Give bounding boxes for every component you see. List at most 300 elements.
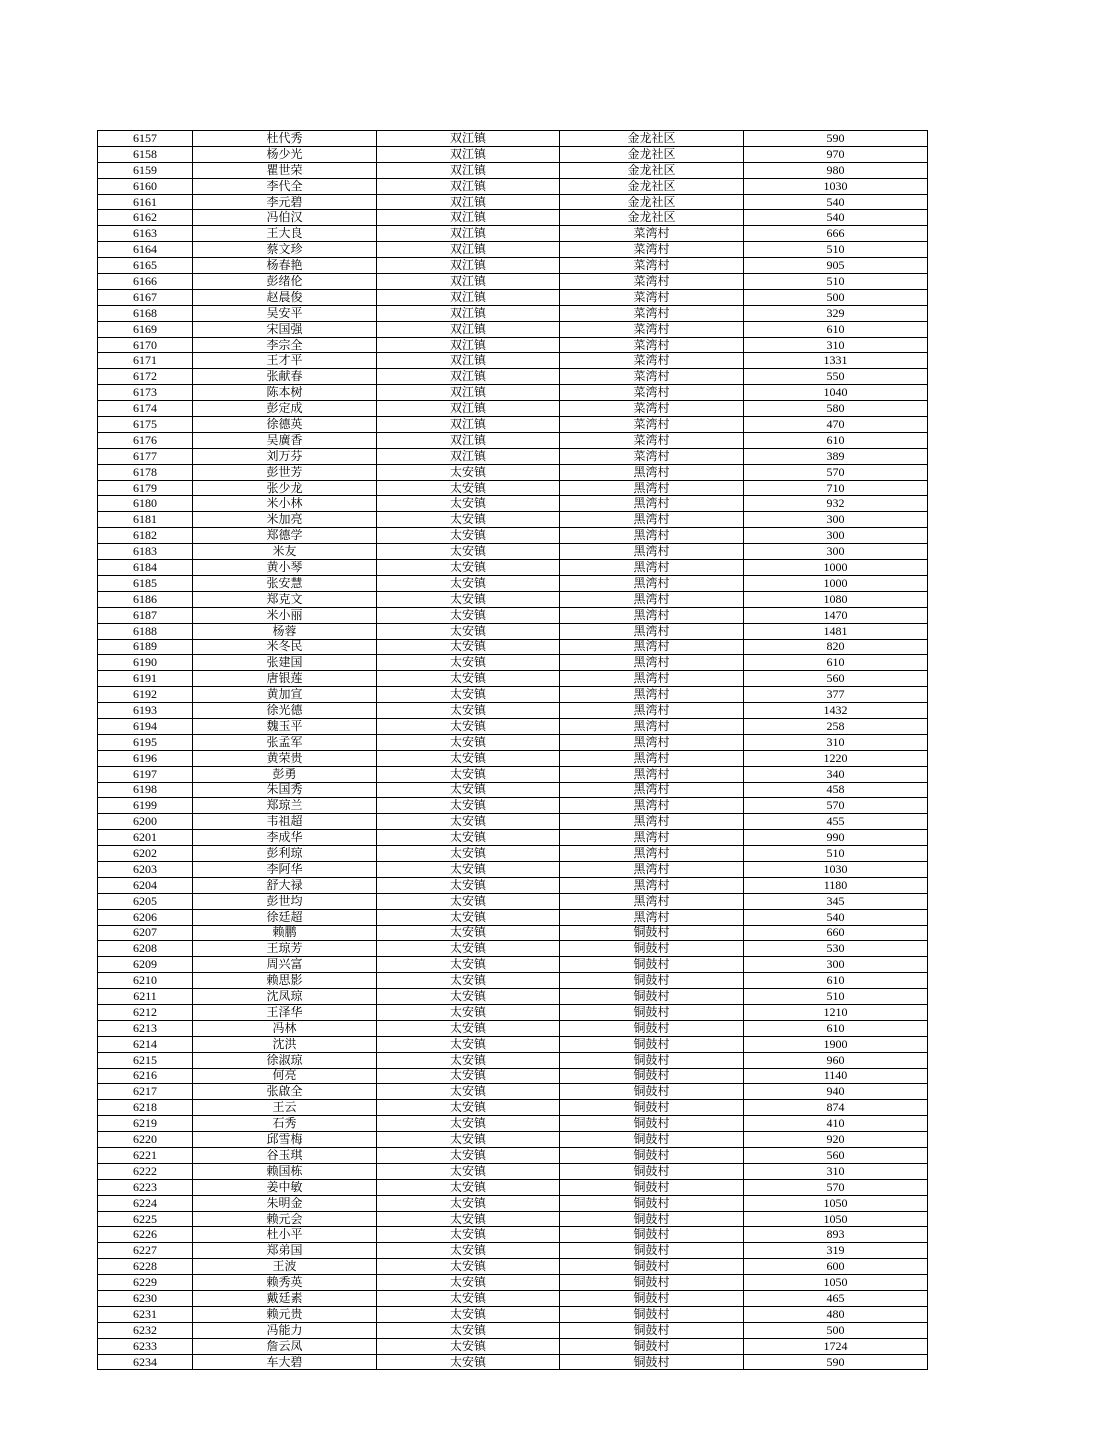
- name-cell: 徐光德: [193, 703, 377, 719]
- town-cell: 太安镇: [377, 814, 560, 830]
- name-cell: 郑克文: [193, 591, 377, 607]
- table-row: [98, 718, 928, 734]
- village-cell: 黑湾村: [560, 687, 744, 703]
- amount-cell: 940: [744, 1084, 928, 1100]
- town-cell: 双江镇: [377, 146, 560, 162]
- village-cell: 金龙社区: [560, 146, 744, 162]
- town-cell: 太安镇: [377, 1179, 560, 1195]
- amount-cell: 1724: [744, 1338, 928, 1354]
- table-row: [98, 893, 928, 909]
- name-cell: 沈洪: [193, 1036, 377, 1052]
- town-cell: 双江镇: [377, 305, 560, 321]
- table-row: [98, 1179, 928, 1195]
- amount-cell: 510: [744, 846, 928, 862]
- table-row: [98, 162, 928, 178]
- row-number-cell: 6165: [98, 258, 193, 274]
- town-cell: 双江镇: [377, 210, 560, 226]
- town-cell: 太安镇: [377, 846, 560, 862]
- village-cell: 黑湾村: [560, 575, 744, 591]
- row-number-cell: 6209: [98, 957, 193, 973]
- row-number-cell: 6169: [98, 321, 193, 337]
- table-row: [98, 957, 928, 973]
- name-cell: 赖秀英: [193, 1275, 377, 1291]
- village-cell: 铜鼓村: [560, 1227, 744, 1243]
- amount-cell: 310: [744, 734, 928, 750]
- row-number-cell: 6217: [98, 1084, 193, 1100]
- amount-cell: 600: [744, 1259, 928, 1275]
- town-cell: 双江镇: [377, 448, 560, 464]
- amount-cell: 660: [744, 925, 928, 941]
- village-cell: 铜鼓村: [560, 1275, 744, 1291]
- amount-cell: 310: [744, 337, 928, 353]
- town-cell: 太安镇: [377, 718, 560, 734]
- row-number-cell: 6176: [98, 432, 193, 448]
- village-cell: 黑湾村: [560, 544, 744, 560]
- amount-cell: 540: [744, 909, 928, 925]
- village-cell: 黑湾村: [560, 750, 744, 766]
- table-row: [98, 814, 928, 830]
- amount-cell: 932: [744, 496, 928, 512]
- village-cell: 黑湾村: [560, 861, 744, 877]
- name-cell: 张啟全: [193, 1084, 377, 1100]
- row-number-cell: 6192: [98, 687, 193, 703]
- town-cell: 太安镇: [377, 1275, 560, 1291]
- table-row: [98, 1259, 928, 1275]
- table-row: [98, 782, 928, 798]
- data-table: [97, 130, 928, 1370]
- name-cell: 徐廷超: [193, 909, 377, 925]
- village-cell: 铜鼓村: [560, 1163, 744, 1179]
- row-number-cell: 6180: [98, 496, 193, 512]
- table-row: [98, 1148, 928, 1164]
- name-cell: 杜代秀: [193, 131, 377, 147]
- name-cell: 赖元贵: [193, 1306, 377, 1322]
- table-row: [98, 846, 928, 862]
- village-cell: 黑湾村: [560, 591, 744, 607]
- name-cell: 宋国强: [193, 321, 377, 337]
- name-cell: 张献春: [193, 369, 377, 385]
- name-cell: 彭世均: [193, 893, 377, 909]
- table-row: [98, 1291, 928, 1307]
- amount-cell: 550: [744, 369, 928, 385]
- town-cell: 双江镇: [377, 226, 560, 242]
- amount-cell: 1210: [744, 1004, 928, 1020]
- name-cell: 戴廷素: [193, 1291, 377, 1307]
- amount-cell: 1030: [744, 861, 928, 877]
- row-number-cell: 6163: [98, 226, 193, 242]
- row-number-cell: 6215: [98, 1052, 193, 1068]
- village-cell: 黑湾村: [560, 607, 744, 623]
- village-cell: 铜鼓村: [560, 1322, 744, 1338]
- village-cell: 铜鼓村: [560, 1052, 744, 1068]
- village-cell: 黑湾村: [560, 623, 744, 639]
- town-cell: 太安镇: [377, 544, 560, 560]
- name-cell: 朱国秀: [193, 782, 377, 798]
- town-cell: 太安镇: [377, 480, 560, 496]
- table-row: [98, 274, 928, 290]
- town-cell: 双江镇: [377, 417, 560, 433]
- village-cell: 铜鼓村: [560, 1306, 744, 1322]
- town-cell: 太安镇: [377, 1259, 560, 1275]
- row-number-cell: 6202: [98, 846, 193, 862]
- row-number-cell: 6174: [98, 401, 193, 417]
- village-cell: 菜湾村: [560, 353, 744, 369]
- table-row: [98, 1243, 928, 1259]
- name-cell: 米友: [193, 544, 377, 560]
- amount-cell: 329: [744, 305, 928, 321]
- amount-cell: 319: [744, 1243, 928, 1259]
- amount-cell: 570: [744, 1179, 928, 1195]
- row-number-cell: 6225: [98, 1211, 193, 1227]
- village-cell: 金龙社区: [560, 178, 744, 194]
- town-cell: 太安镇: [377, 1068, 560, 1084]
- table-row: [98, 560, 928, 576]
- town-cell: 太安镇: [377, 528, 560, 544]
- name-cell: 彭世芳: [193, 464, 377, 480]
- table-row: [98, 305, 928, 321]
- row-number-cell: 6189: [98, 639, 193, 655]
- table-row: [98, 401, 928, 417]
- name-cell: 赖鹏: [193, 925, 377, 941]
- name-cell: 谷玉琪: [193, 1148, 377, 1164]
- name-cell: 魏玉平: [193, 718, 377, 734]
- name-cell: 徐淑琼: [193, 1052, 377, 1068]
- amount-cell: 465: [744, 1291, 928, 1307]
- village-cell: 铜鼓村: [560, 1116, 744, 1132]
- table-row: [98, 146, 928, 162]
- village-cell: 黑湾村: [560, 464, 744, 480]
- table-row: [98, 353, 928, 369]
- row-number-cell: 6185: [98, 575, 193, 591]
- table-row: [98, 941, 928, 957]
- row-number-cell: 6196: [98, 750, 193, 766]
- row-number-cell: 6216: [98, 1068, 193, 1084]
- table-row: [98, 703, 928, 719]
- amount-cell: 340: [744, 766, 928, 782]
- name-cell: 唐银莲: [193, 671, 377, 687]
- table-row: [98, 337, 928, 353]
- town-cell: 双江镇: [377, 432, 560, 448]
- town-cell: 太安镇: [377, 1004, 560, 1020]
- town-cell: 太安镇: [377, 782, 560, 798]
- amount-cell: 470: [744, 417, 928, 433]
- amount-cell: 300: [744, 528, 928, 544]
- table-row: [98, 1338, 928, 1354]
- row-number-cell: 6172: [98, 369, 193, 385]
- village-cell: 铜鼓村: [560, 989, 744, 1005]
- row-number-cell: 6221: [98, 1148, 193, 1164]
- row-number-cell: 6173: [98, 385, 193, 401]
- amount-cell: 500: [744, 289, 928, 305]
- village-cell: 黑湾村: [560, 496, 744, 512]
- town-cell: 太安镇: [377, 591, 560, 607]
- row-number-cell: 6233: [98, 1338, 193, 1354]
- row-number-cell: 6161: [98, 194, 193, 210]
- table-row: [98, 1100, 928, 1116]
- table-row: [98, 1211, 928, 1227]
- name-cell: 张安慧: [193, 575, 377, 591]
- village-cell: 金龙社区: [560, 162, 744, 178]
- town-cell: 太安镇: [377, 1211, 560, 1227]
- town-cell: 太安镇: [377, 893, 560, 909]
- row-number-cell: 6198: [98, 782, 193, 798]
- amount-cell: 980: [744, 162, 928, 178]
- village-cell: 菜湾村: [560, 242, 744, 258]
- village-cell: 铜鼓村: [560, 1291, 744, 1307]
- village-cell: 铜鼓村: [560, 1211, 744, 1227]
- town-cell: 双江镇: [377, 194, 560, 210]
- amount-cell: 905: [744, 258, 928, 274]
- amount-cell: 570: [744, 798, 928, 814]
- amount-cell: 1050: [744, 1211, 928, 1227]
- name-cell: 王才平: [193, 353, 377, 369]
- name-cell: 瞿世荣: [193, 162, 377, 178]
- row-number-cell: 6218: [98, 1100, 193, 1116]
- name-cell: 赖元会: [193, 1211, 377, 1227]
- village-cell: 菜湾村: [560, 369, 744, 385]
- village-cell: 黑湾村: [560, 639, 744, 655]
- row-number-cell: 6207: [98, 925, 193, 941]
- village-cell: 铜鼓村: [560, 1084, 744, 1100]
- name-cell: 徐德英: [193, 417, 377, 433]
- table-row: [98, 448, 928, 464]
- village-cell: 黑湾村: [560, 909, 744, 925]
- amount-cell: 610: [744, 655, 928, 671]
- name-cell: 米小林: [193, 496, 377, 512]
- amount-cell: 510: [744, 989, 928, 1005]
- amount-cell: 560: [744, 671, 928, 687]
- town-cell: 太安镇: [377, 1036, 560, 1052]
- village-cell: 黑湾村: [560, 480, 744, 496]
- name-cell: 赵晨俊: [193, 289, 377, 305]
- table-row: [98, 925, 928, 941]
- village-cell: 菜湾村: [560, 448, 744, 464]
- row-number-cell: 6223: [98, 1179, 193, 1195]
- village-cell: 黑湾村: [560, 782, 744, 798]
- name-cell: 杨蓉: [193, 623, 377, 639]
- town-cell: 太安镇: [377, 1291, 560, 1307]
- row-number-cell: 6204: [98, 877, 193, 893]
- town-cell: 太安镇: [377, 973, 560, 989]
- table-row: [98, 385, 928, 401]
- village-cell: 铜鼓村: [560, 973, 744, 989]
- town-cell: 太安镇: [377, 1100, 560, 1116]
- table-row: [98, 877, 928, 893]
- table-row: [98, 1163, 928, 1179]
- village-cell: 菜湾村: [560, 401, 744, 417]
- row-number-cell: 6205: [98, 893, 193, 909]
- village-cell: 金龙社区: [560, 194, 744, 210]
- town-cell: 太安镇: [377, 496, 560, 512]
- row-number-cell: 6182: [98, 528, 193, 544]
- town-cell: 太安镇: [377, 1354, 560, 1370]
- row-number-cell: 6157: [98, 131, 193, 147]
- town-cell: 太安镇: [377, 734, 560, 750]
- row-number-cell: 6230: [98, 1291, 193, 1307]
- town-cell: 太安镇: [377, 1195, 560, 1211]
- village-cell: 铜鼓村: [560, 1004, 744, 1020]
- name-cell: 沈凤琼: [193, 989, 377, 1005]
- village-cell: 菜湾村: [560, 417, 744, 433]
- table-row: [98, 528, 928, 544]
- village-cell: 菜湾村: [560, 305, 744, 321]
- town-cell: 太安镇: [377, 1306, 560, 1322]
- town-cell: 双江镇: [377, 274, 560, 290]
- town-cell: 太安镇: [377, 560, 560, 576]
- town-cell: 双江镇: [377, 289, 560, 305]
- amount-cell: 540: [744, 210, 928, 226]
- village-cell: 铜鼓村: [560, 1259, 744, 1275]
- row-number-cell: 6184: [98, 560, 193, 576]
- table-row: [98, 496, 928, 512]
- village-cell: 铜鼓村: [560, 1132, 744, 1148]
- amount-cell: 590: [744, 1354, 928, 1370]
- amount-cell: 300: [744, 957, 928, 973]
- village-cell: 菜湾村: [560, 385, 744, 401]
- name-cell: 彭勇: [193, 766, 377, 782]
- row-number-cell: 6190: [98, 655, 193, 671]
- row-number-cell: 6201: [98, 830, 193, 846]
- village-cell: 菜湾村: [560, 226, 744, 242]
- town-cell: 太安镇: [377, 639, 560, 655]
- town-cell: 太安镇: [377, 512, 560, 528]
- name-cell: 冯能力: [193, 1322, 377, 1338]
- table-row: [98, 575, 928, 591]
- name-cell: 韦祖超: [193, 814, 377, 830]
- town-cell: 双江镇: [377, 178, 560, 194]
- amount-cell: 610: [744, 321, 928, 337]
- name-cell: 李元碧: [193, 194, 377, 210]
- name-cell: 郑琼兰: [193, 798, 377, 814]
- village-cell: 黑湾村: [560, 893, 744, 909]
- name-cell: 詹云凤: [193, 1338, 377, 1354]
- name-cell: 周兴富: [193, 957, 377, 973]
- village-cell: 铜鼓村: [560, 1195, 744, 1211]
- name-cell: 李代全: [193, 178, 377, 194]
- amount-cell: 1050: [744, 1275, 928, 1291]
- amount-cell: 1900: [744, 1036, 928, 1052]
- town-cell: 太安镇: [377, 687, 560, 703]
- table-row: [98, 1084, 928, 1100]
- amount-cell: 570: [744, 464, 928, 480]
- amount-cell: 510: [744, 274, 928, 290]
- name-cell: 王大良: [193, 226, 377, 242]
- village-cell: 黑湾村: [560, 798, 744, 814]
- row-number-cell: 6160: [98, 178, 193, 194]
- village-cell: 黑湾村: [560, 846, 744, 862]
- name-cell: 郑弟国: [193, 1243, 377, 1259]
- name-cell: 王云: [193, 1100, 377, 1116]
- amount-cell: 666: [744, 226, 928, 242]
- table-row: [98, 1354, 928, 1370]
- amount-cell: 455: [744, 814, 928, 830]
- amount-cell: 300: [744, 512, 928, 528]
- village-cell: 黑湾村: [560, 734, 744, 750]
- name-cell: 黄小琴: [193, 560, 377, 576]
- name-cell: 米冬民: [193, 639, 377, 655]
- town-cell: 双江镇: [377, 369, 560, 385]
- town-cell: 太安镇: [377, 575, 560, 591]
- table-row: [98, 1227, 928, 1243]
- amount-cell: 610: [744, 432, 928, 448]
- amount-cell: 970: [744, 146, 928, 162]
- table-row: [98, 512, 928, 528]
- name-cell: 何亮: [193, 1068, 377, 1084]
- amount-cell: 1140: [744, 1068, 928, 1084]
- amount-cell: 410: [744, 1116, 928, 1132]
- village-cell: 黑湾村: [560, 766, 744, 782]
- town-cell: 太安镇: [377, 925, 560, 941]
- table-row: [98, 973, 928, 989]
- name-cell: 石秀: [193, 1116, 377, 1132]
- row-number-cell: 6171: [98, 353, 193, 369]
- amount-cell: 1481: [744, 623, 928, 639]
- town-cell: 双江镇: [377, 242, 560, 258]
- village-cell: 黑湾村: [560, 655, 744, 671]
- row-number-cell: 6211: [98, 989, 193, 1005]
- row-number-cell: 6194: [98, 718, 193, 734]
- table-row: [98, 830, 928, 846]
- village-cell: 黑湾村: [560, 830, 744, 846]
- amount-cell: 1432: [744, 703, 928, 719]
- amount-cell: 710: [744, 480, 928, 496]
- amount-cell: 920: [744, 1132, 928, 1148]
- village-cell: 铜鼓村: [560, 1036, 744, 1052]
- row-number-cell: 6227: [98, 1243, 193, 1259]
- table-row: [98, 750, 928, 766]
- name-cell: 赖思影: [193, 973, 377, 989]
- amount-cell: 1220: [744, 750, 928, 766]
- row-number-cell: 6183: [98, 544, 193, 560]
- table-row: [98, 989, 928, 1005]
- row-number-cell: 6234: [98, 1354, 193, 1370]
- row-number-cell: 6167: [98, 289, 193, 305]
- amount-cell: 530: [744, 941, 928, 957]
- amount-cell: 1470: [744, 607, 928, 623]
- amount-cell: 1331: [744, 353, 928, 369]
- row-number-cell: 6206: [98, 909, 193, 925]
- table-row: [98, 623, 928, 639]
- table-row: [98, 687, 928, 703]
- table-row: [98, 369, 928, 385]
- row-number-cell: 6187: [98, 607, 193, 623]
- amount-cell: 610: [744, 1020, 928, 1036]
- row-number-cell: 6228: [98, 1259, 193, 1275]
- name-cell: 杜小平: [193, 1227, 377, 1243]
- name-cell: 舒大禄: [193, 877, 377, 893]
- village-cell: 黑湾村: [560, 877, 744, 893]
- name-cell: 李宗全: [193, 337, 377, 353]
- row-number-cell: 6177: [98, 448, 193, 464]
- table-row: [98, 417, 928, 433]
- village-cell: 黑湾村: [560, 671, 744, 687]
- amount-cell: 874: [744, 1100, 928, 1116]
- table-row: [98, 242, 928, 258]
- village-cell: 菜湾村: [560, 432, 744, 448]
- town-cell: 双江镇: [377, 321, 560, 337]
- name-cell: 郑德学: [193, 528, 377, 544]
- town-cell: 双江镇: [377, 401, 560, 417]
- name-cell: 邱雪梅: [193, 1132, 377, 1148]
- town-cell: 太安镇: [377, 607, 560, 623]
- row-number-cell: 6175: [98, 417, 193, 433]
- name-cell: 吴安平: [193, 305, 377, 321]
- town-cell: 太安镇: [377, 1148, 560, 1164]
- table-row: [98, 432, 928, 448]
- row-number-cell: 6195: [98, 734, 193, 750]
- row-number-cell: 6199: [98, 798, 193, 814]
- table-row: [98, 480, 928, 496]
